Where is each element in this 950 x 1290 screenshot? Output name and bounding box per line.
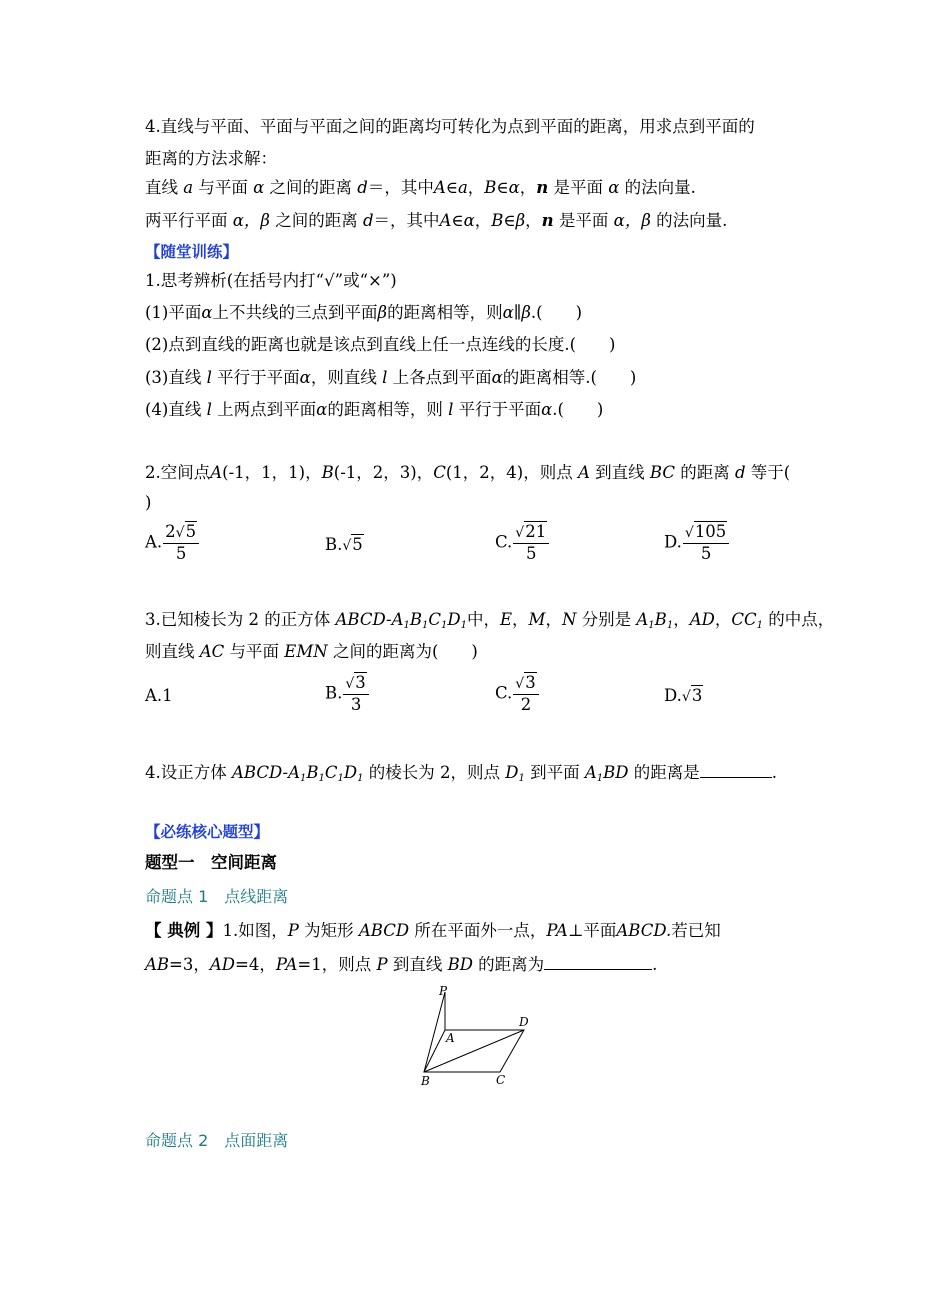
- q3-stem: 3.已知棱长为 2 的正方体 ABCD-$A_1B_1C_1D_1$中，E，M，N 分别是 $A_1B_1$，AD，$CC_1$ 的中点，: [145, 610, 835, 631]
- edge-PB: [424, 992, 445, 1072]
- q1-item-1: (1)平面α上不共线的三点到平面β的距离相等，则α∥β.( ): [145, 303, 583, 322]
- q1-item-2: (2)点到直线的距离也就是该点到直线上任一点连线的长度.( ): [145, 335, 616, 354]
- type-1-title: 题型一 空间距离: [145, 853, 277, 872]
- intro-line-4: 两平行平面 α，β 之间的距离 d＝，其中A∈α，B∈β，n 是平面 α，β 的法向量.: [145, 211, 728, 230]
- q2-stem: 2.空间点A(-1，1，1)，B(-1，2，3)，C(1，2，4)，则点 A 到直线 BC 的距离 d 等于(: [145, 463, 791, 482]
- example-line-1: 【 典例 】1.如图，P 为矩形 ABCD 所在平面外一点，PA⊥平面ABCD.若已知: [145, 921, 721, 940]
- q3-option-d[interactable]: D.√3: [664, 686, 703, 705]
- geometry-figure: [410, 982, 550, 1092]
- q2-option-a[interactable]: A. $\frac{2√5}{5}$: [145, 522, 199, 564]
- label-B: B: [421, 1074, 430, 1088]
- q2-stem-close: ): [145, 493, 152, 512]
- point-1-title: 命题点 1 点线距离: [145, 887, 289, 906]
- label-P: P: [439, 984, 448, 998]
- q2-option-c[interactable]: C. $\frac{√21}{5}$: [495, 522, 549, 564]
- q2-option-b[interactable]: B.√5: [325, 535, 363, 554]
- core-heading: 【必练核心题型】: [145, 823, 270, 841]
- q4-answer-blank[interactable]: [700, 761, 772, 778]
- label-C: C: [496, 1073, 506, 1087]
- q1-stem: 1.思考辨析(在括号内打“√”或“×”): [145, 271, 397, 290]
- q1-item-3: (3)直线 l 平行于平面α，则直线 l 上各点到平面α的距离相等.( ): [145, 368, 637, 387]
- q3-option-c[interactable]: C. $\frac{√3}{2}$: [495, 673, 539, 715]
- practice-heading: 【随堂训练】: [145, 243, 239, 261]
- label-A: A: [446, 1031, 455, 1045]
- intro-line-2: 距离的方法求解：: [145, 149, 277, 168]
- diagonal-BD: [424, 1030, 524, 1072]
- label-D: D: [519, 1015, 529, 1029]
- q3-option-b[interactable]: B. $\frac{√3}{3}$: [325, 673, 369, 715]
- intro-line-1: 4.直线与平面、平面与平面之间的距离均可转化为点到平面的距离，用求点到平面的: [145, 117, 755, 136]
- q2-option-d[interactable]: D. $\frac{√105}{5}$: [664, 522, 729, 564]
- q3-option-a[interactable]: A.1: [145, 686, 173, 705]
- intro-line-3: 直线 a 与平面 α 之间的距离 d＝，其中A∈a，B∈α，n 是平面 α 的法向量.: [145, 178, 696, 197]
- q1-item-4: (4)直线 l 上两点到平面α的距离相等，则 l 平行于平面α.( ): [145, 400, 604, 419]
- point-2-title: 命题点 2 点面距离: [145, 1131, 289, 1150]
- q3-stem-line-2: 则直线 AC 与平面 EMN 之间的距离为( ): [145, 642, 478, 661]
- example-answer-blank[interactable]: [544, 953, 652, 970]
- example-line-2: AB=3，AD=4，PA=1，则点 P 到直线 BD 的距离为 .: [145, 955, 658, 974]
- q4-stem: 4.设正方体 ABCD-$A_1B_1C_1D_1$ 的棱长为 2，则点 $D_1$ 到平面 $A_1BD$ 的距离是 .: [145, 763, 778, 784]
